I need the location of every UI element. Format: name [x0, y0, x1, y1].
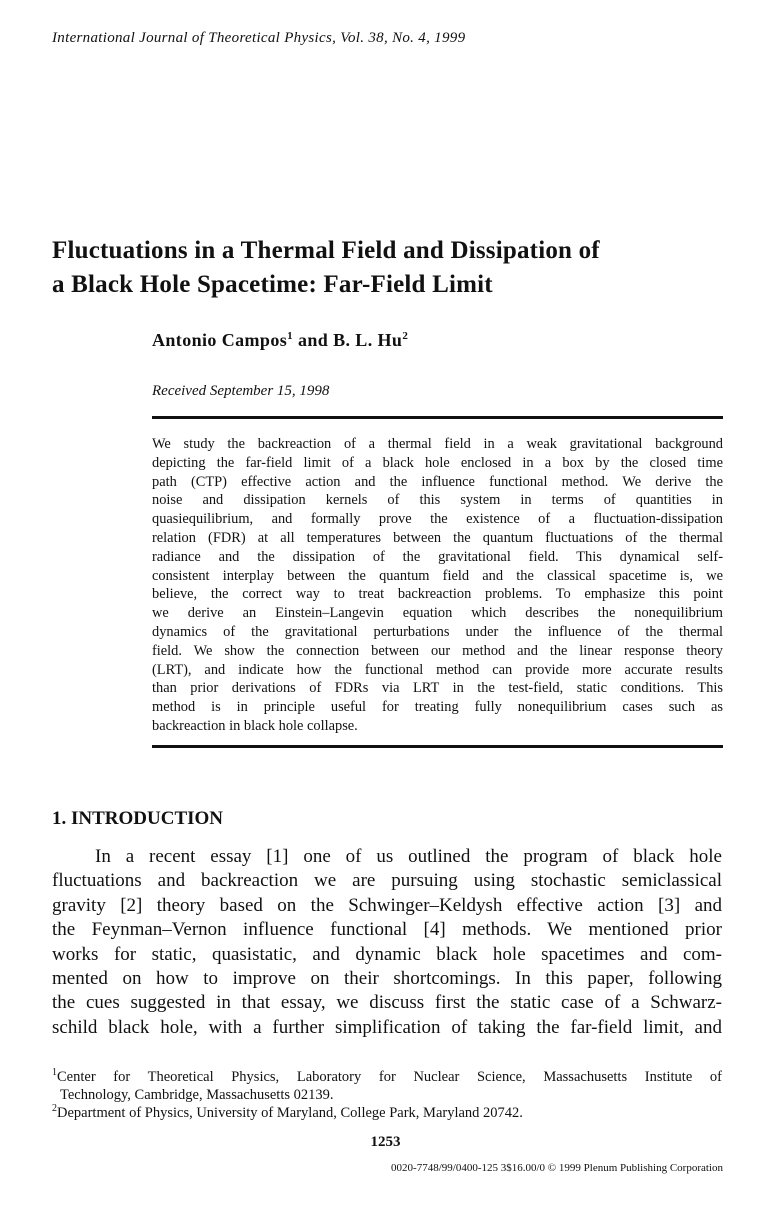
body-line: schild black hole, with a further simplification of taking the far-field limit, and	[52, 1016, 722, 1038]
received-date: Received September 15, 1998	[152, 383, 330, 399]
copyright-line: 0020-7748/99/0400-125 3$16.00/0 © 1999 Plenum Publishing Corporation	[391, 1162, 723, 1174]
body-text	[52, 845, 722, 1040]
body-line: the cues suggested in that essay, we discuss first the static case of a Schwarz-	[52, 992, 722, 1014]
footnote-line	[52, 1068, 722, 1086]
footnote-text: Center for Theoretical Physics, Laboratory for Nuclear Science, Massachusetts Institute of	[57, 1069, 722, 1085]
footnote-line: Technology, Cambridge, Massachusetts 02139.	[60, 1087, 334, 1103]
affiliation-mark: 1	[287, 330, 294, 342]
body-line: the Feynman–Vernon influence functional [4] methods. We mentioned prior	[52, 919, 722, 941]
body-line: works for static, quasistatic, and dynamic black hole spacetimes and com-	[52, 943, 722, 965]
footnote-1	[52, 1068, 722, 1104]
footnote-line	[52, 1104, 722, 1122]
abstract-line: we derive an Einstein–Langevin equation which describes the nonequilibrium	[152, 605, 723, 622]
abstract-line: field. We show the connection between our method and the linear response theory	[152, 642, 723, 659]
footnote-2	[52, 1104, 722, 1122]
author-name: Antonio Campos	[152, 330, 288, 350]
abstract-line: than prior derivations of FDRs via LRT in the test-field, static conditions. This	[152, 680, 723, 697]
abstract-top-rule	[152, 416, 723, 419]
author-conjunction: and	[297, 330, 329, 350]
title-line: a Black Hole Spacetime: Far-Field Limit	[52, 271, 493, 298]
journal-header: International Journal of Theoretical Physics, Vol. 38, No. 4, 1999	[52, 30, 466, 46]
article-title	[52, 234, 732, 302]
footnote-text: Department of Physics, University of Maryland, College Park, Maryland 20742.	[57, 1105, 523, 1121]
abstract-line: radiance and the dissipation of the gravitational field. This dynamical self-	[152, 548, 723, 565]
body-line: mented on how to improve on their shortcomings. In this paper, following	[52, 968, 722, 990]
title-line: Fluctuations in a Thermal Field and Dissipation of	[52, 237, 600, 264]
affiliation-mark: 2	[402, 330, 409, 342]
abstract-line: dynamics of the gravitational perturbations under the influence of the thermal	[152, 623, 723, 640]
section-heading: 1. INTRODUCTION	[52, 808, 224, 829]
abstract-line: consistent interplay between the quantum field and the classical spacetime is, we	[152, 567, 723, 584]
author-list	[152, 330, 408, 351]
abstract-line: relation (FDR) at all temperatures between the quantum fluctuations of the thermal	[152, 529, 723, 546]
abstract-line: noise and dissipation kernels of this system in terms of quantities in	[152, 492, 723, 509]
footnote-mark: 2	[52, 1103, 57, 1115]
abstract-line: path (CTP) effective action and the influence functional method. We derive the	[152, 473, 723, 490]
abstract-line: method is in principle useful for treating fully nonequilibrium cases such as	[152, 699, 723, 716]
abstract-line: believe, the correct way to treat backreaction problems. To emphasize this point	[152, 586, 723, 603]
body-line: In a recent essay [1] one of us outlined the program of black hole	[95, 846, 722, 867]
footnote-mark: 1	[52, 1067, 57, 1079]
body-line: fluctuations and backreaction we are pursuing using stochastic semiclassical	[52, 870, 722, 892]
abstract-line: depicting the far-field limit of a black hole enclosed in a box by the closed time	[152, 454, 723, 471]
body-line: gravity [2] theory based on the Schwinger–Keldysh effective action [3] and	[52, 894, 722, 916]
abstract-line: We study the backreaction of a thermal field in a weak gravitational background	[152, 436, 723, 452]
abstract	[152, 435, 723, 736]
abstract-line: (LRT), and indicate how the functional method can provide more accurate results	[152, 661, 723, 678]
abstract-line: quasiequilibrium, and formally prove the existence of a fluctuation-dissipation	[152, 511, 723, 528]
page-number: 1253	[370, 1134, 401, 1150]
author-name: B. L. Hu	[333, 330, 403, 350]
abstract-bottom-rule	[152, 745, 723, 748]
abstract-line: backreaction in black hole collapse.	[152, 717, 358, 734]
